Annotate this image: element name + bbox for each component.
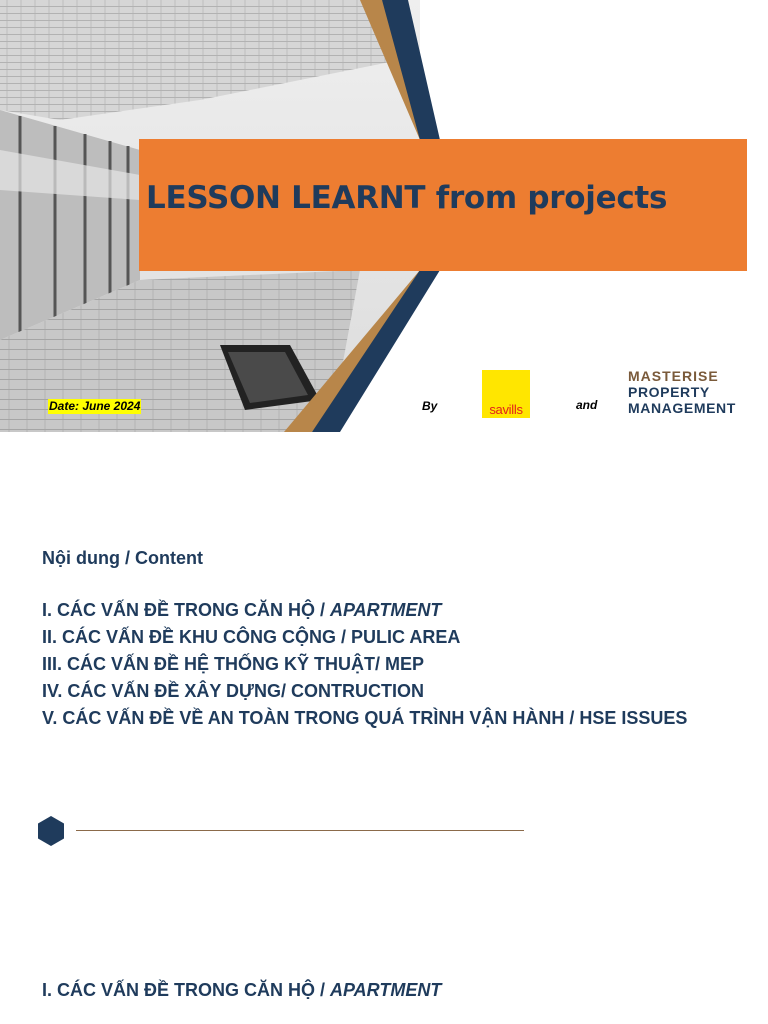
divider-line: [76, 830, 524, 831]
section-title-italic: APARTMENT: [330, 980, 442, 1000]
and-label: and: [576, 398, 598, 412]
masterise-logo-line-1: MASTERISE: [628, 368, 719, 384]
section-title: [42, 980, 441, 1001]
contents-item: III. CÁC VẤN ĐỀ HỆ THỐNG KỸ THUẬT/ MEP: [42, 654, 425, 674]
masterise-logo-line-3: MANAGEMENT: [628, 400, 736, 416]
contents-item: IV. CÁC VẤN ĐỀ XÂY DỰNG/ CONTRUCTION: [42, 681, 424, 701]
contents-heading: Nội dung / Content: [42, 548, 203, 568]
cover-slide: [0, 0, 768, 432]
hexagon-icon: [37, 815, 65, 847]
date-label: Date: June 2024: [49, 399, 141, 413]
presentation-title: LESSON LEARNT from projects: [146, 180, 668, 216]
contents-item: V. CÁC VẤN ĐỀ VỀ AN TOÀN TRONG QUÁ TRÌNH VẬN HÀNH / HSE ISSUES: [42, 708, 688, 728]
contents-item: II. CÁC VẤN ĐỀ KHU CÔNG CỘNG / PULIC AREA: [42, 627, 461, 647]
contents-item: [42, 597, 687, 624]
contents-item-text: I. CÁC VẤN ĐỀ TRONG CĂN HỘ /: [42, 600, 331, 620]
masterise-logo: [628, 368, 752, 416]
section-title-text: I. CÁC VẤN ĐỀ TRONG CĂN HỘ /: [42, 980, 331, 1000]
masterise-logo-line-2: PROPERTY: [628, 384, 710, 400]
by-label: By: [422, 399, 438, 413]
savills-logo-text: savills: [489, 402, 523, 417]
contents-slide: [0, 432, 768, 864]
contents-list: [42, 597, 687, 732]
contents-item-italic: APARTMENT: [330, 600, 442, 620]
savills-logo: [482, 370, 530, 418]
section-slide: [0, 864, 768, 1024]
